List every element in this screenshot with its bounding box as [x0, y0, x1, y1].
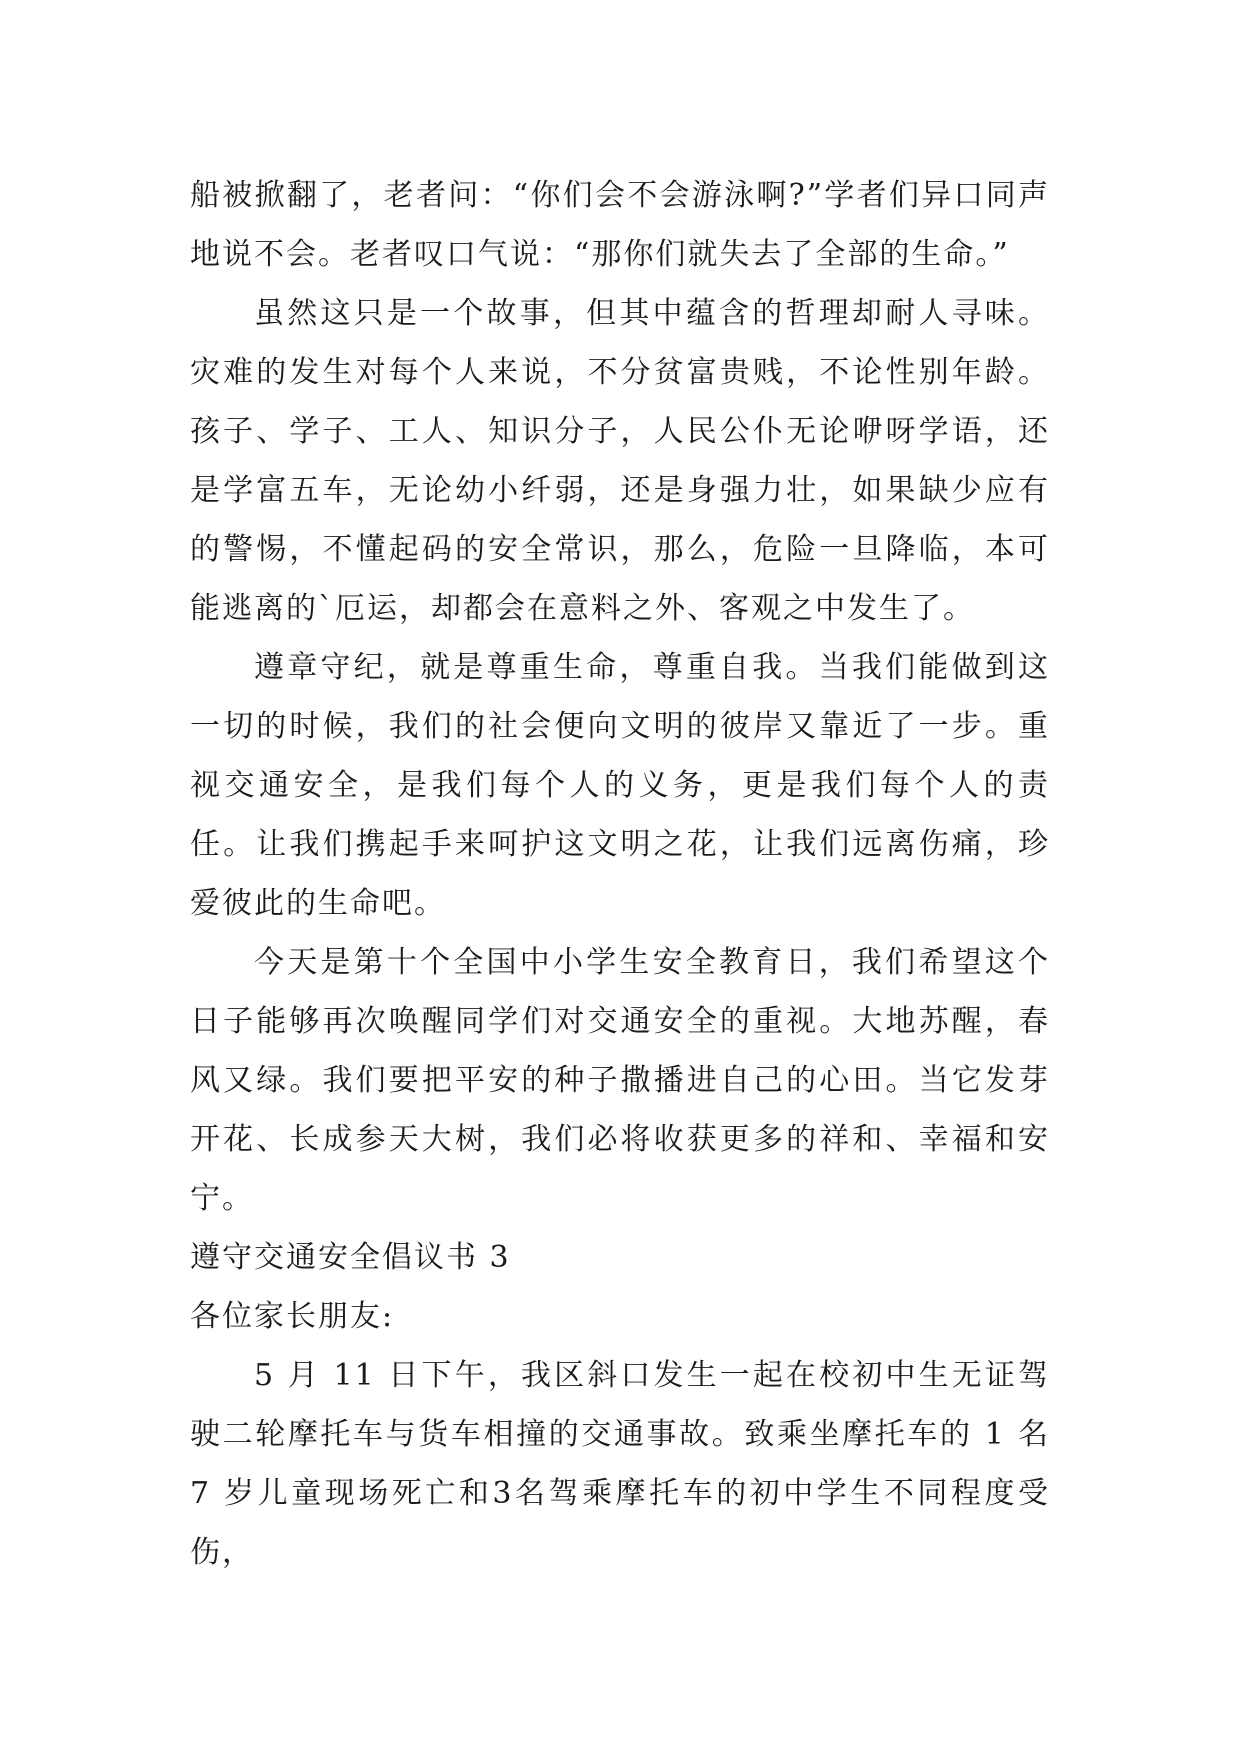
- section-title: 遵守交通安全倡议书 3: [190, 1240, 511, 1275]
- paragraph-safety-day: 今天是第十个全国中小学生安全教育日，我们希望这个日子能够再次唤醒同学们对交通安全的重视。大地苏醒，春风又绿。我们要把平安的种子撒播进自己的心田。当它发芽开花、长成参天大树，我们必将收获更多的祥和、幸福和安宁。: [190, 945, 1050, 1216]
- document-body: [190, 166, 1050, 1582]
- paragraph-story-ending: 船被掀翻了，老者问：“你们会不会游泳啊?”学者们异口同声地说不会。老者叹口气说：“那你们就失去了全部的生命。”: [190, 178, 1050, 272]
- paragraph-reflection: 虽然这只是一个故事，但其中蕴含的哲理却耐人寻味。灾难的发生对每个人来说，不分贫富贵贱，不论性别年龄。孩子、学子、工人、知识分子，人民公仆无论咿呀学语，还是学富五车，无论幼小纤弱，还是身强力壮，如果缺少应有的警惕，不懂起码的安全常识，那么，危险一旦降临，本可能逃离的`厄运，却都会在意料之外、客观之中发生了。: [190, 296, 1050, 626]
- salutation: 各位家长朋友:: [190, 1299, 395, 1334]
- paragraph-accident-report: 5 月 11 日下午，我区斜口发生一起在校初中生无证驾驶二轮摩托车与货车相撞的交通事故。致乘坐摩托车的 1 名 7 岁儿童现场死亡和3名驾乘摩托车的初中学生不同程度受伤，: [190, 1358, 1050, 1570]
- paragraph-obey-rules: 遵章守纪，就是尊重生命，尊重自我。当我们能做到这一切的时候，我们的社会便向文明的彼岸又靠近了一步。重视交通安全，是我们每个人的义务，更是我们每个人的责任。让我们携起手来呵护这文明之花，让我们远离伤痛，珍爱彼此的生命吧。: [190, 650, 1050, 921]
